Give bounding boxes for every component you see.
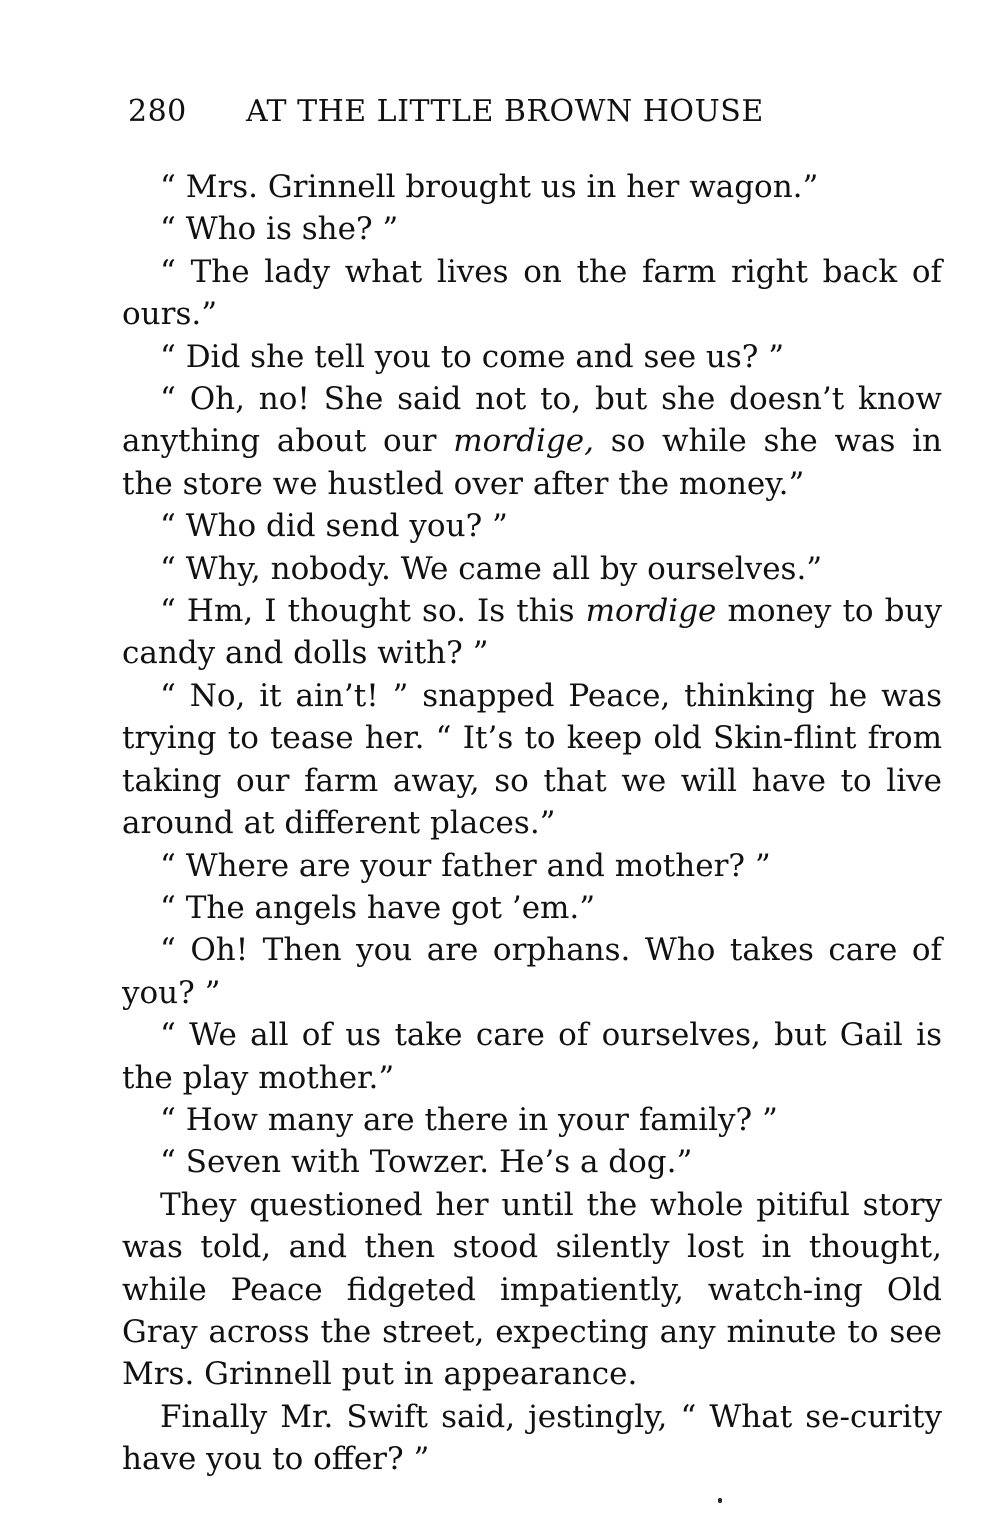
paragraph: “ Did she tell you to come and see us? ” <box>160 338 785 375</box>
paragraph: “ Why, nobody. We came all by ourselves.” <box>160 550 823 587</box>
paragraph: “ Where are your father and mother? ” <box>160 847 771 884</box>
paragraph: Finally Mr. Swift said, jestingly, “ What se-curity have you to offer? ” <box>122 1398 942 1478</box>
paragraph: “ We all of us take care of ourselves, but Gail is the play mother.” <box>122 1017 942 1096</box>
paragraph: “ Who is she? ” <box>160 211 399 248</box>
paragraph: “ No, it ain’t! ” snapped Peace, thinking he was trying to tease her. “ It’s to keep old Skin-flint from taking our farm away, so that we will have to live around at different places.” <box>122 677 942 842</box>
paragraph: “ Seven with Towzer. He’s a dog.” <box>160 1144 693 1181</box>
running-header <box>128 94 828 129</box>
paragraph: “ Oh, no! She said not to, but she doesn’t know anything about our mordige, so while she was in the store we hustled over after the money.” <box>122 381 943 502</box>
paragraph: “ Hm, I thought so. Is this mordige money to buy candy and dolls with? ” <box>122 593 942 672</box>
paragraph: “ How many are there in your family? ” <box>160 1101 778 1138</box>
ink-speck <box>718 1498 722 1503</box>
running-title: AT THE LITTLE BROWN HOUSE <box>246 94 764 129</box>
paragraph: “ Who did send you? ” <box>160 508 508 545</box>
paragraph: “ The lady what lives on the farm right back of ours.” <box>122 253 942 333</box>
paragraph: “ Oh! Then you are orphans. Who takes care of you? ” <box>122 932 942 1011</box>
page-number: 280 <box>128 94 187 129</box>
italic-word: mordige, <box>453 423 594 460</box>
paragraph: “ Mrs. Grinnell brought us in her wagon.” <box>160 169 819 205</box>
body-text <box>122 166 942 1481</box>
paragraph: They questioned her until the whole pitiful story was told, and then stood silently lost in thought, while Peace fidgeted impatiently, watch-ing Old Gray across the street, expecting any minute to see Mrs. Grinnell put in appearance. <box>122 1186 942 1393</box>
italic-word: mordige <box>585 593 717 630</box>
paragraph: “ The angels have got ’em.” <box>160 889 596 926</box>
